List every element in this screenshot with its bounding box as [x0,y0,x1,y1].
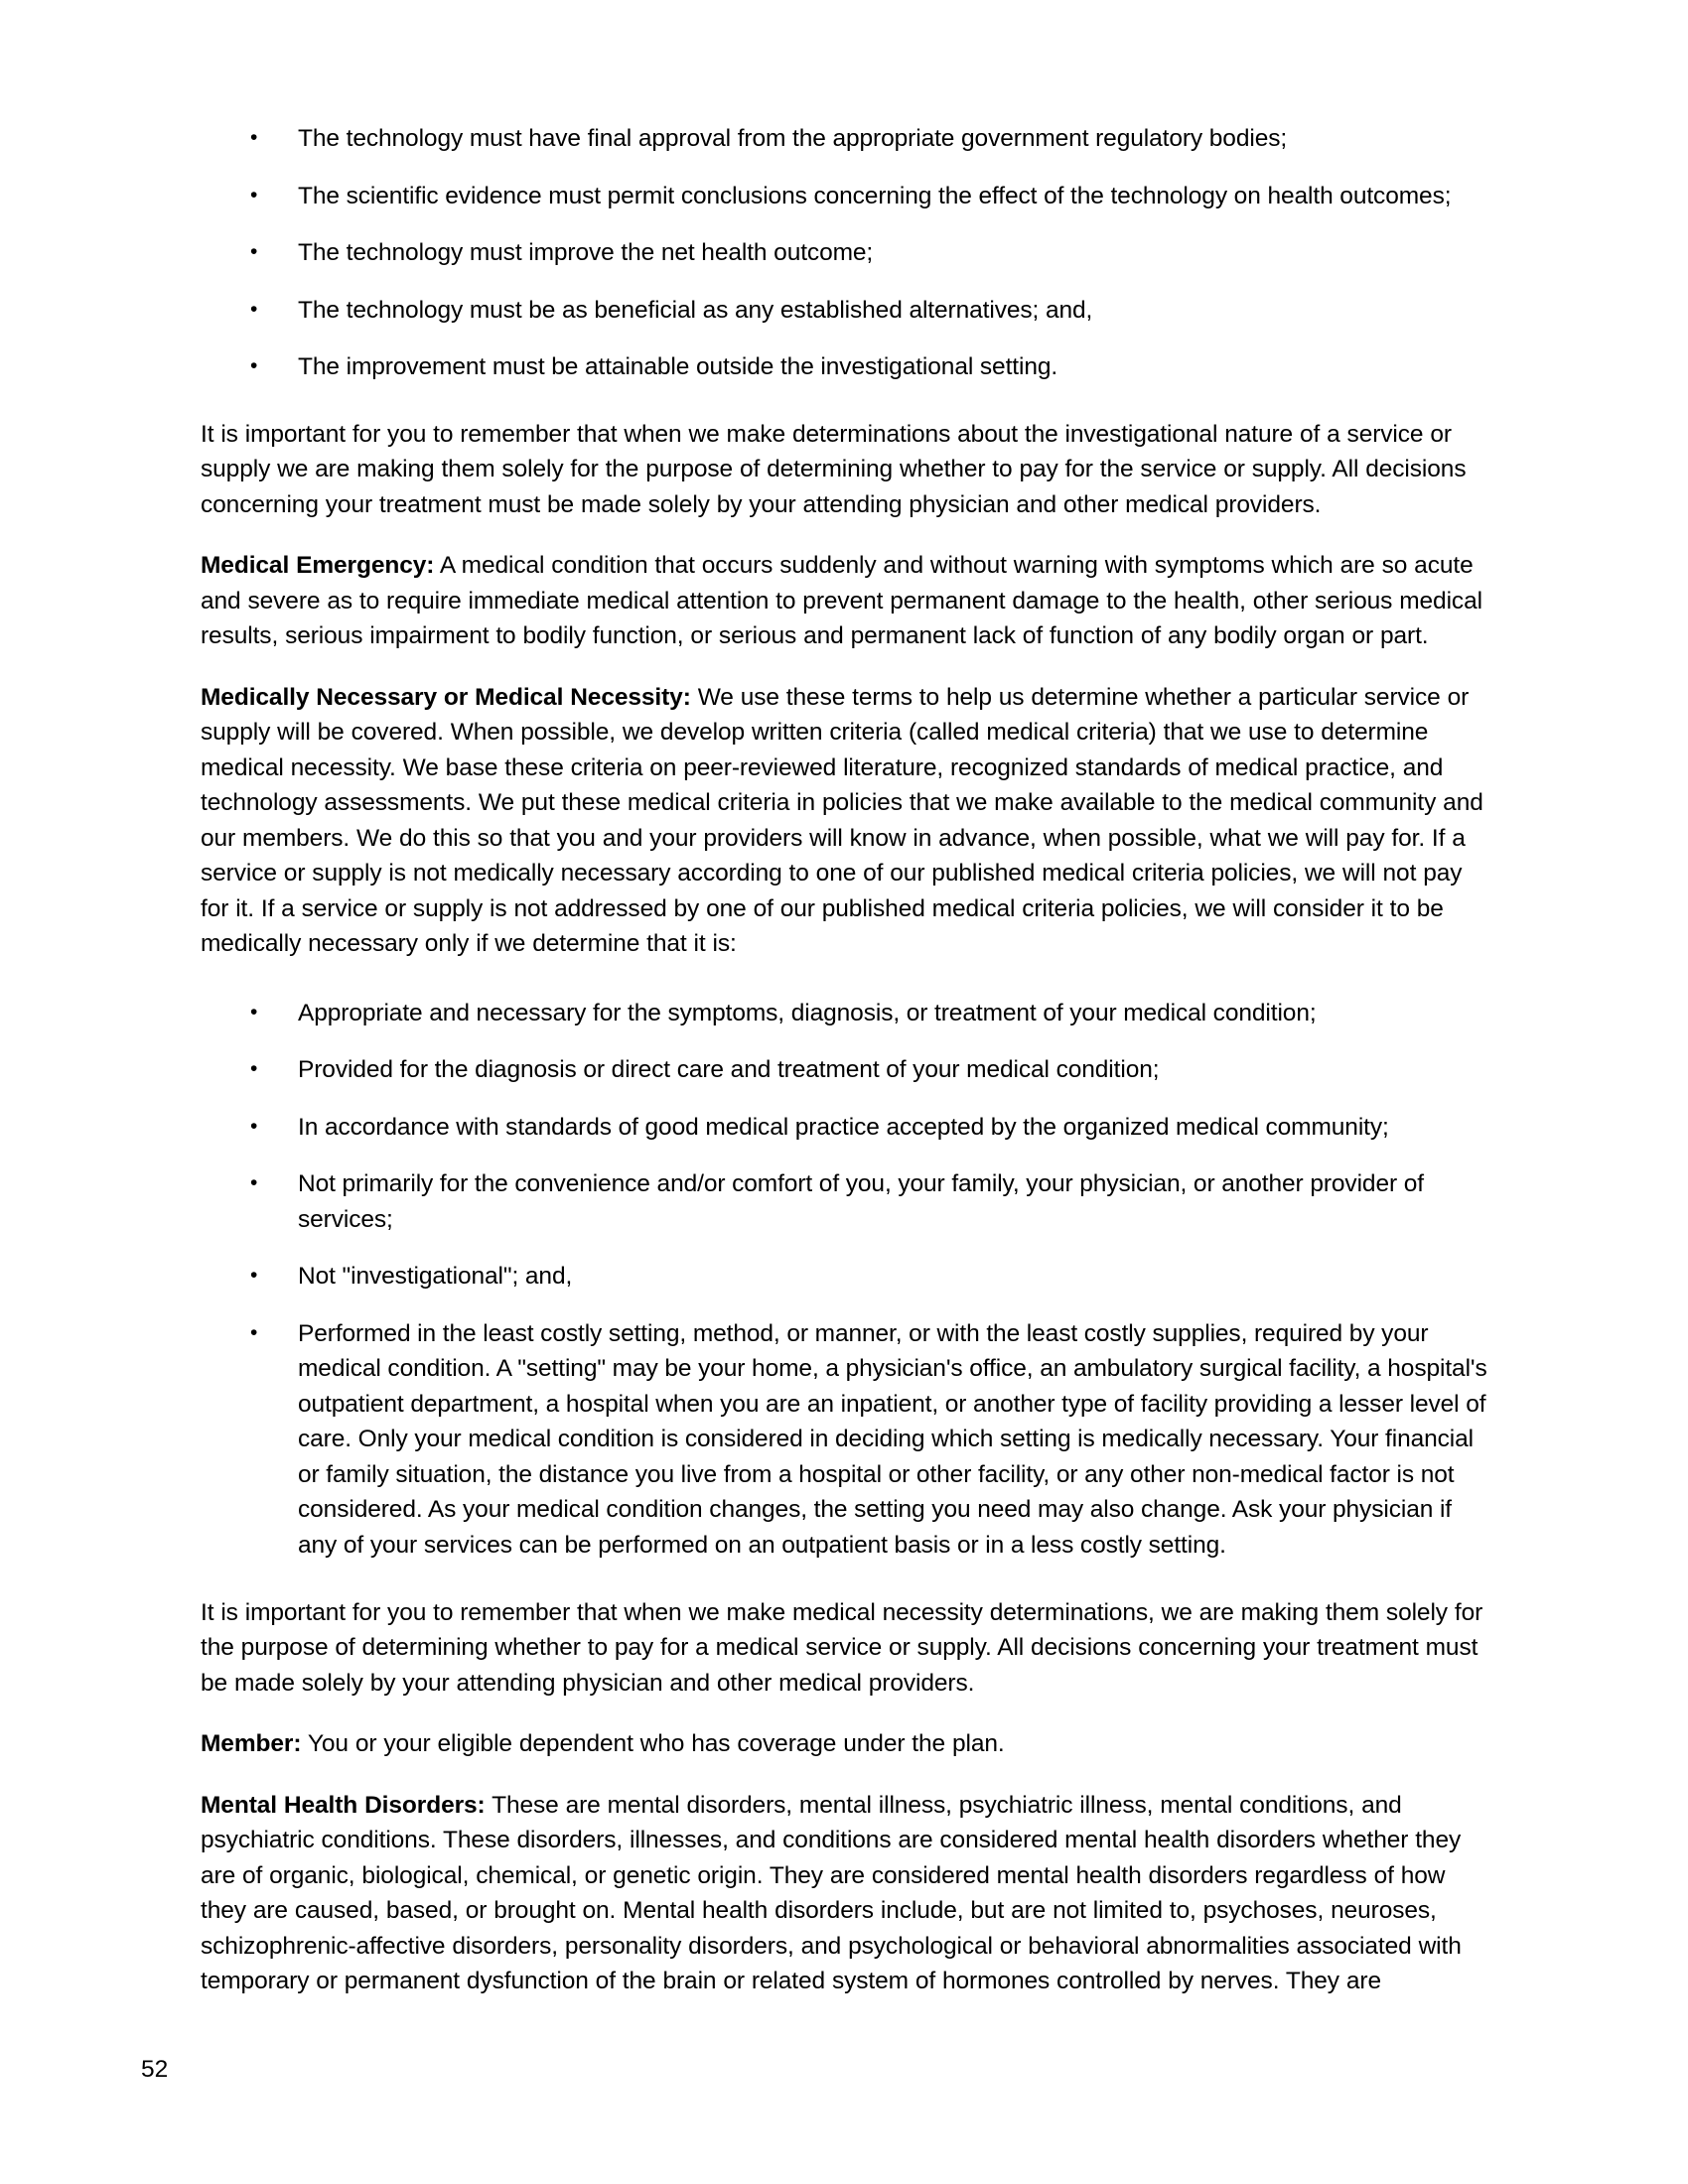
definition-body: We use these terms to help us determine whether a particular service or supply will be covered. When possible, we develop written criteria (called medical criteria) that we use to determine medical necessity. We base these criteria on peer-reviewed literature, recognized standards of medical practice, and technology assessments. We put these medical criteria in policies that we make available to the medical community and our members. We do this so that you and your providers will know in advance, when possible, what we will pay for. If a service or supply is not medically necessary according to one of our published medical criteria policies, we will not pay for it. If a service or supply is not addressed by one of our published medical criteria policies, we will consider it to be medically necessary only if we determine that it is: [201,683,1483,957]
list-item: • Performed in the least costly setting, method, or manner, or with the least costly supplies, required by your medical condition. A "setting" may be your home, a physician's office, an ambulatory surgical facility, a hospital's outpatient department, a hospital when you are an inpatient, or another type of facility providing a lesser level of care. Only your medical condition is considered in deciding which setting is medically necessary. Your financial or family situation, the distance you live from a hospital or other facility, or any other non-medical factor is not considered. As your medical condition changes, the setting you need may also change. Ask your physician if any of your services can be performed on an outpatient basis or in a less costly setting. [201,1316,1487,1564]
definition-member [201,1726,1487,1762]
definition-term: Medical Emergency: [201,552,435,579]
list-item: • The technology must have final approval from the appropriate government regulatory bodies; [201,121,1487,157]
definition-term: Member: [201,1730,302,1758]
page-content [201,121,1487,2025]
section-spacer [201,988,1487,996]
definition-body: These are mental disorders, mental illness, psychiatric illness, mental conditions, and psychiatric conditions. These disorders, illnesses, and conditions are considered mental health disorders whether they are of organic, biological, chemical, or genetic origin. They are considered mental health disorders regardless of how they are caused, based, or brought on. Mental health disorders include, but are not limited to, psychoses, neuroses, schizophrenic-affective disorders, personality disorders, and psychological or behavioral abnormalities associated with temporary or permanent dysfunction of the brain or related system of hormones controlled by nerves. They are [201,1791,1462,1995]
definition-mental-health-disorders [201,1788,1487,1999]
definition-body: You or your eligible dependent who has coverage under the plan. [301,1730,1005,1758]
medical-necessity-note-paragraph: It is important for you to remember that when we make medical necessity determinations, we are making them solely for the purpose of determining whether to pay for a medical service or supply. All decisions concerning your treatment must be made solely by your attending physician and other medical providers. [201,1598,1483,1697]
list-item: • Not primarily for the convenience and/or comfort of you, your family, your physician, or another provider of services; [201,1166,1487,1237]
list-item: • The technology must be as beneficial as any established alternatives; and, [201,293,1487,329]
definition-medical-emergency [201,548,1487,654]
list-item: • The technology must improve the net health outcome; [201,235,1487,271]
investigational-note-paragraph: It is important for you to remember that when we make determinations about the investigational nature of a service or supply we are making them solely for the purpose of determining whether to pay for the service or supply. All decisions concerning your treatment must be made solely by your attending physician and other medical providers. [201,420,1467,518]
definition-term: Medically Necessary or Medical Necessity: [201,683,691,711]
list-item: • Provided for the diagnosis or direct care and treatment of your medical condition; [201,1052,1487,1088]
medical-necessity-criteria-list [201,996,1487,1564]
list-item: • Not "investigational"; and, [201,1259,1487,1295]
section-spacer [201,409,1487,417]
investigational-criteria-list [201,121,1487,385]
list-item: • The scientific evidence must permit conclusions concerning the effect of the technology on health outcomes; [201,179,1487,214]
definition-body: A medical condition that occurs suddenly and without warning with symptoms which are so acute and severe as to require immediate medical attention to prevent permanent damage to the health, other serious medical results, serious impairment to bodily function, or serious and permanent lack of function of any bodily organ or part. [201,552,1482,649]
section-spacer [201,1587,1487,1595]
list-item: • The improvement must be attainable outside the investigational setting. [201,349,1487,385]
definition-medically-necessary [201,680,1487,962]
definition-term: Mental Health Disorders: [201,1791,486,1819]
page-number: 52 [141,2056,169,2083]
list-item: • In accordance with standards of good medical practice accepted by the organized medical community; [201,1110,1487,1146]
list-item: • Appropriate and necessary for the symptoms, diagnosis, or treatment of your medical condition; [201,996,1487,1031]
